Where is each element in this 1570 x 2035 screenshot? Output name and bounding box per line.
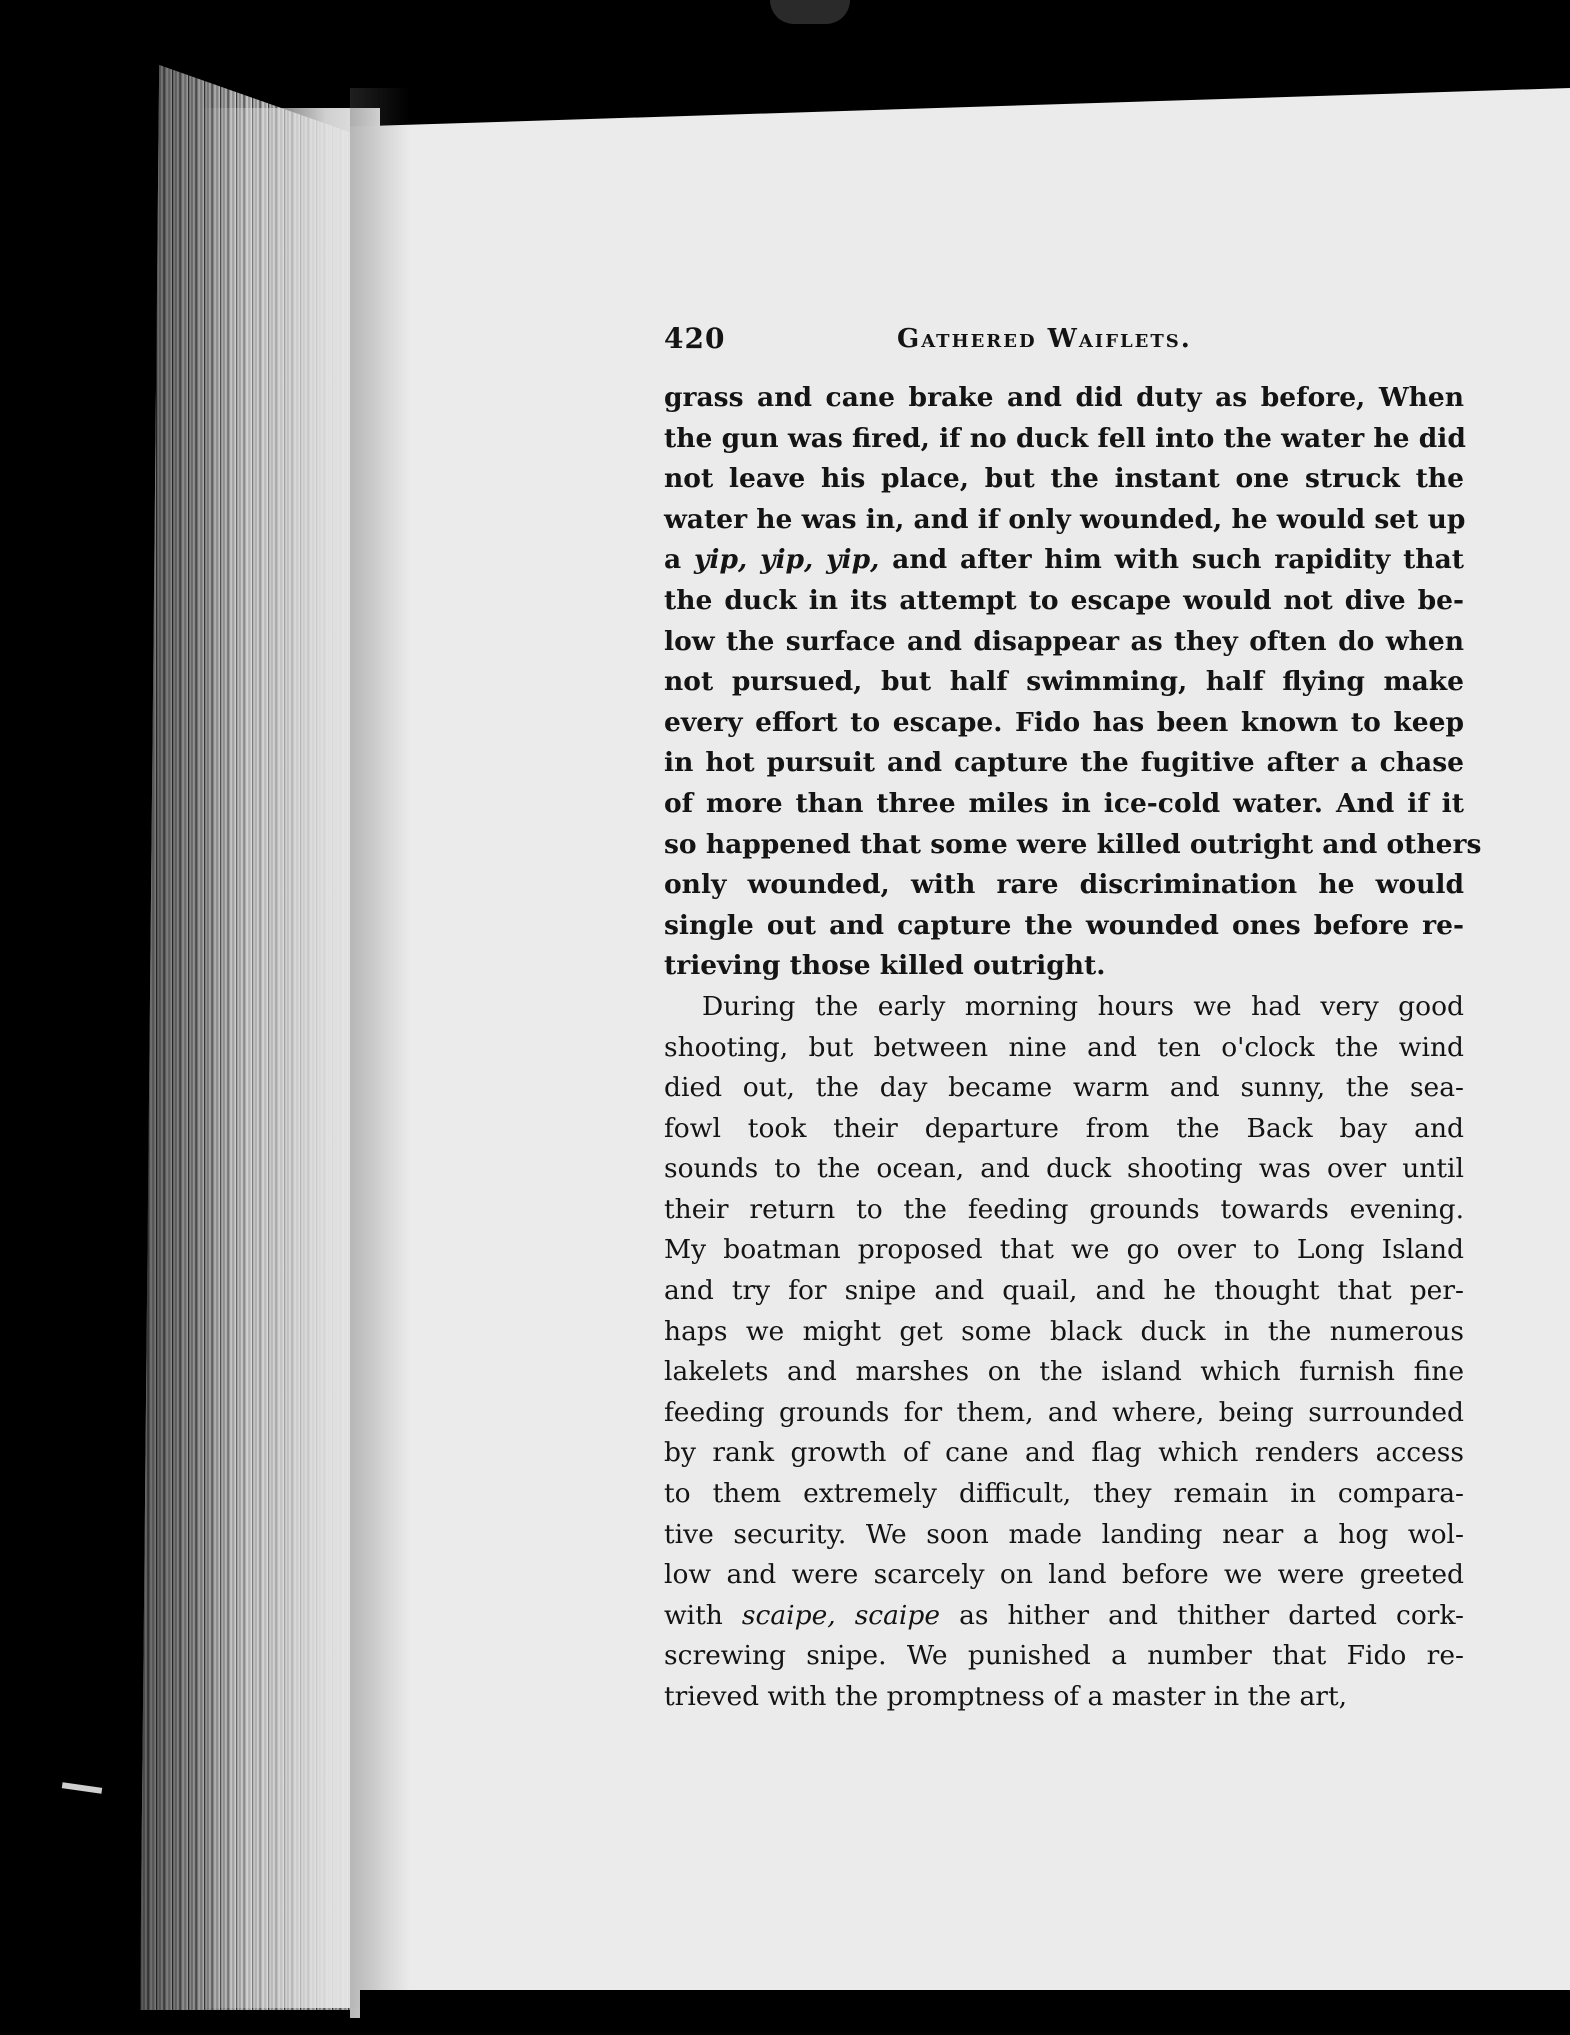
text-line: not pursued, but half swimming, half flying make xyxy=(664,666,1464,698)
text-line: During the early morning hours we had very good xyxy=(702,990,1464,1022)
text-line: of more than three miles in ice-cold water. And if it xyxy=(664,787,1464,819)
scanner-mark xyxy=(62,1782,102,1794)
text-block xyxy=(664,308,1482,1718)
bottom-edge xyxy=(360,1990,1570,2035)
text-line: feeding grounds for them, and where, being surrounded xyxy=(664,1396,1464,1428)
text-line: grass and cane brake and did duty as before, When xyxy=(664,382,1464,413)
body-text xyxy=(664,378,1482,1718)
text-line: with scaipe, scaipe as hither and thither darted cork- xyxy=(664,1599,1464,1631)
text-line: shooting, but between nine and ten o'clock the wind xyxy=(664,1031,1464,1063)
text-line: lakelets and marshes on the island which furnish fine xyxy=(664,1356,1464,1388)
text-line: low and were scarcely on land before we were greeted xyxy=(664,1559,1464,1591)
binding-blemish xyxy=(770,0,850,24)
text-line: died out, the day became warm and sunny, the sea- xyxy=(664,1072,1464,1104)
text-line: every effort to escape. Fido has been known to keep xyxy=(664,706,1464,738)
text-line: so happened that some were killed outright and others xyxy=(664,828,1482,860)
text-line: not leave his place, but the instant one struck the xyxy=(664,463,1464,495)
italic-term: yip, yip, yip, xyxy=(694,544,880,576)
running-title: Gathered Waiflets. xyxy=(897,324,1192,354)
text-line: the duck in its attempt to escape would not dive be- xyxy=(664,584,1464,616)
text-line: water he was in, and if only wounded, he would set up xyxy=(664,503,1466,535)
text-line: the gun was fired, if no duck fell into the water he did xyxy=(664,422,1466,454)
text-line: and try for snipe and quail, and he thought that per- xyxy=(664,1275,1464,1307)
text-line: single out and capture the wounded ones before re- xyxy=(664,909,1464,941)
text-line: by rank growth of cane and flag which renders access xyxy=(664,1437,1464,1469)
text-line: only wounded, with rare discrimination he would xyxy=(664,869,1464,901)
running-header xyxy=(664,308,1464,378)
page-number: 420 xyxy=(664,322,726,355)
italic-term: scaipe, scaipe xyxy=(741,1599,941,1631)
text-line: tive security. We soon made landing near a hog wol- xyxy=(664,1518,1464,1550)
paragraph xyxy=(664,378,1482,987)
text-line: low the surface and disappear as they often do when xyxy=(664,625,1464,657)
text-line: their return to the feeding grounds towards evening. xyxy=(664,1193,1464,1225)
text-line: to them extremely difficult, they remain in compara- xyxy=(664,1478,1464,1510)
text-line: sounds to the ocean, and duck shooting was over until xyxy=(664,1153,1464,1185)
paragraph xyxy=(664,987,1464,1718)
text-line: trieved with the promptness of a master in the art, xyxy=(664,1681,1348,1712)
text-line: haps we might get some black duck in the numerous xyxy=(664,1315,1464,1347)
text-line: screwing snipe. We punished a number that Fido re- xyxy=(664,1640,1464,1672)
text-line: in hot pursuit and capture the fugitive after a chase xyxy=(664,747,1464,779)
text-line: a yip, yip, yip, and after him with such rapidity that xyxy=(664,544,1464,576)
text-line: My boatman proposed that we go over to Long Island xyxy=(664,1234,1464,1266)
gutter-shadow xyxy=(350,88,410,2018)
text-line: fowl took their departure from the Back bay and xyxy=(664,1112,1464,1144)
text-line: trieving those killed outright. xyxy=(664,950,1106,982)
